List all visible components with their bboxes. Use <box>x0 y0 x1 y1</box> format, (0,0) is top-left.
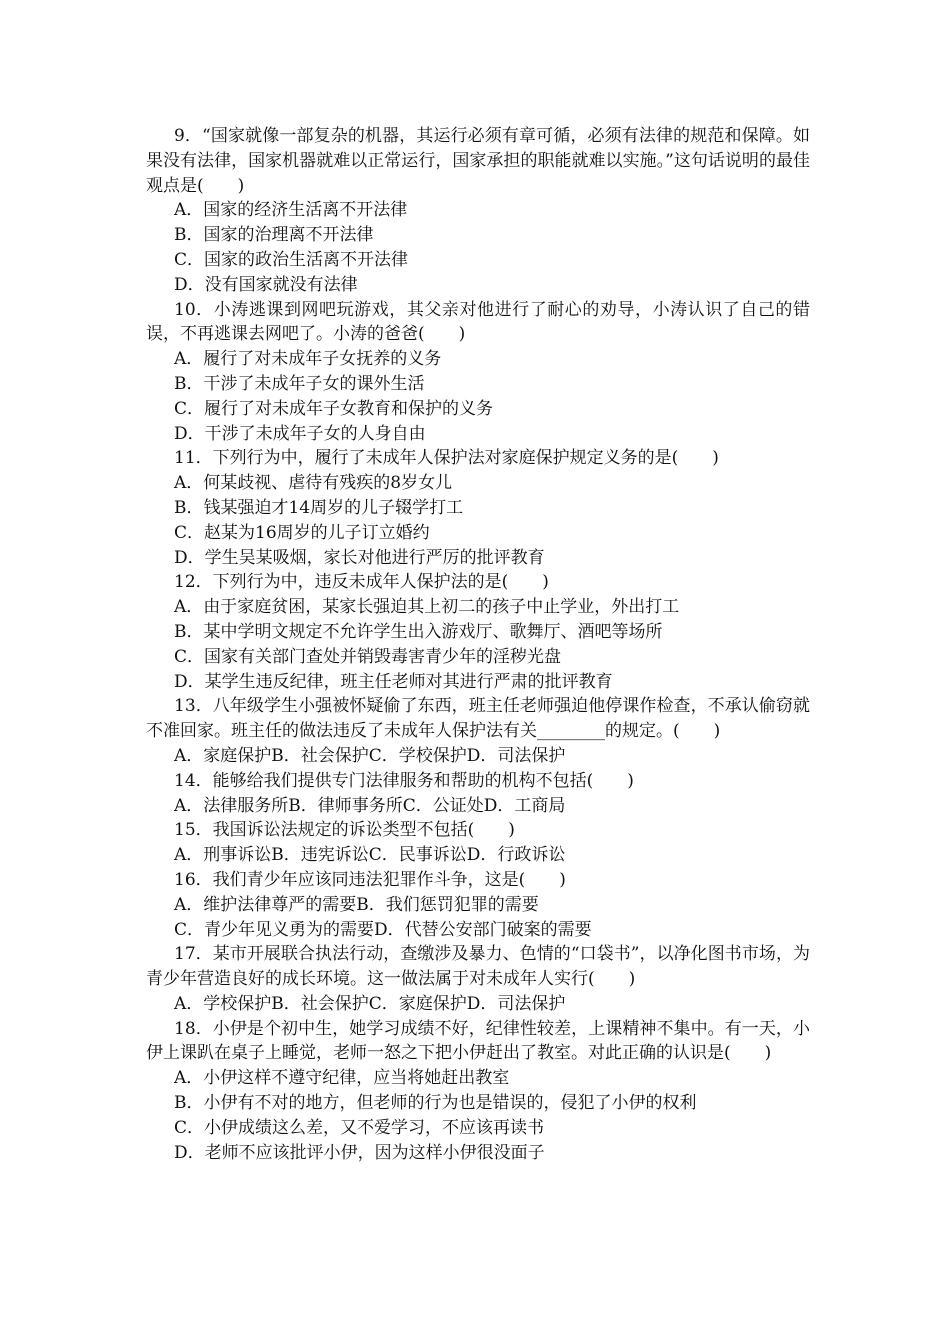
question-12-option-d: D．某学生违反纪律，班主任老师对其进行严肃的批评教育 <box>174 671 613 692</box>
question-stem-18: 18．小伊是个初中生，她学习成绩不好，纪律性较差，上课精神不集中。有一天，小伊上课趴在桌子上睡觉，老师一怒之下把小伊赶出了教室。对此正确的认识是( ) <box>146 1018 810 1064</box>
question-stem-10: 10．小涛逃课到网吧玩游戏，其父亲对他进行了耐心的劝导，小涛认识了自己的错误，不再逃课去网吧了。小涛的爸爸( ) <box>146 299 810 345</box>
question-12-option-c: C．国家有关部门查处并销毁毒害青少年的淫秽光盘 <box>174 646 562 667</box>
question-12-option-a: A．由于家庭贫困，某家长强迫其上初二的孩子中止学业，外出打工 <box>174 597 680 618</box>
question-12-option-b: B．某中学明文规定不允许学生出入游戏厅、歌舞厅、酒吧等场所 <box>174 621 663 642</box>
question-14-options: A．法律服务所B．律师事务所C．公证处D．工商局 <box>174 795 566 816</box>
question-18-option-b: B．小伊有不对的地方，但老师的行为也是错误的，侵犯了小伊的权利 <box>174 1093 697 1114</box>
question-9-option-c: C．国家的政治生活离不开法律 <box>174 249 409 270</box>
question-10-option-d: D．干涉了未成年子女的人身自由 <box>174 423 426 444</box>
question-18-option-c: C．小伊成绩这么差，又不爱学习，不应该再读书 <box>174 1117 545 1138</box>
question-9-option-a: A．国家的经济生活离不开法律 <box>174 200 408 221</box>
question-9-option-b: B．国家的治理离不开法律 <box>174 225 374 246</box>
question-10-option-a: A．履行了对未成年子女抚养的义务 <box>174 349 442 370</box>
question-13-options: A．家庭保护B．社会保护C．学校保护D．司法保护 <box>174 745 566 766</box>
question-11-option-b: B．钱某强迫才14周岁的儿子辍学打工 <box>174 497 464 518</box>
question-stem-12: 12．下列行为中，违反未成年人保护法的是( ) <box>174 572 549 593</box>
question-stem-9: 9．“国家就像一部复杂的机器，其运行必须有章可循，必须有法律的规范和保障。如果没有法律，国家机器就难以正常运行，国家承担的职能就难以实施。”这句话说明的最佳观点是( ) <box>146 126 810 196</box>
question-18-option-d: D．老师不应该批评小伊，因为这样小伊很没面子 <box>174 1142 545 1163</box>
question-10-option-b: B．干涉了未成年子女的课外生活 <box>174 373 425 394</box>
question-stem-15: 15．我国诉讼法规定的诉讼类型不包括( ) <box>174 820 515 841</box>
question-stem-11: 11．下列行为中，履行了未成年人保护法对家庭保护规定义务的是( ) <box>174 448 719 469</box>
question-11-option-c: C．赵某为16周岁的儿子订立婚约 <box>174 522 430 543</box>
question-stem-14: 14．能够给我们提供专门法律服务和帮助的机构不包括( ) <box>174 770 634 791</box>
question-16-options-ab: A．维护法律尊严的需要B．我们惩罚犯罪的需要 <box>174 894 539 915</box>
question-list <box>146 124 810 1165</box>
question-17-options: A．学校保护B．社会保护C．家庭保护D．司法保护 <box>174 993 566 1014</box>
question-stem-13: 13．八年级学生小强被怀疑偷了东西，班主任老师强迫他停课作检查，不承认偷窃就不准回家。班主任的做法违反了未成年人保护法有关________的规定。( ) <box>146 696 810 742</box>
question-stem-17: 17．某市开展联合执法行动，查缴涉及暴力、色情的“口袋书”，以净化图书市场，为青少年营造良好的成长环境。这一做法属于对未成年人实行( ) <box>146 944 810 990</box>
question-stem-16: 16．我们青少年应该同违法犯罪作斗争，这是( ) <box>174 869 566 890</box>
question-11-option-d: D．学生吴某吸烟，家长对他进行严厉的批评教育 <box>174 547 545 568</box>
question-9-option-d: D．没有国家就没有法律 <box>174 274 358 295</box>
question-10-option-c: C．履行了对未成年子女教育和保护的义务 <box>174 398 494 419</box>
question-15-options: A．刑事诉讼B．违宪诉讼C．民事诉讼D．行政诉讼 <box>174 845 566 866</box>
question-11-option-a: A．何某歧视、虐待有残疾的8岁女儿 <box>174 473 453 494</box>
question-16-options-cd: C．青少年见义勇为的需要D．代替公安部门破案的需要 <box>174 919 592 940</box>
question-18-option-a: A．小伊这样不遵守纪律，应当将她赶出教室 <box>174 1068 510 1089</box>
